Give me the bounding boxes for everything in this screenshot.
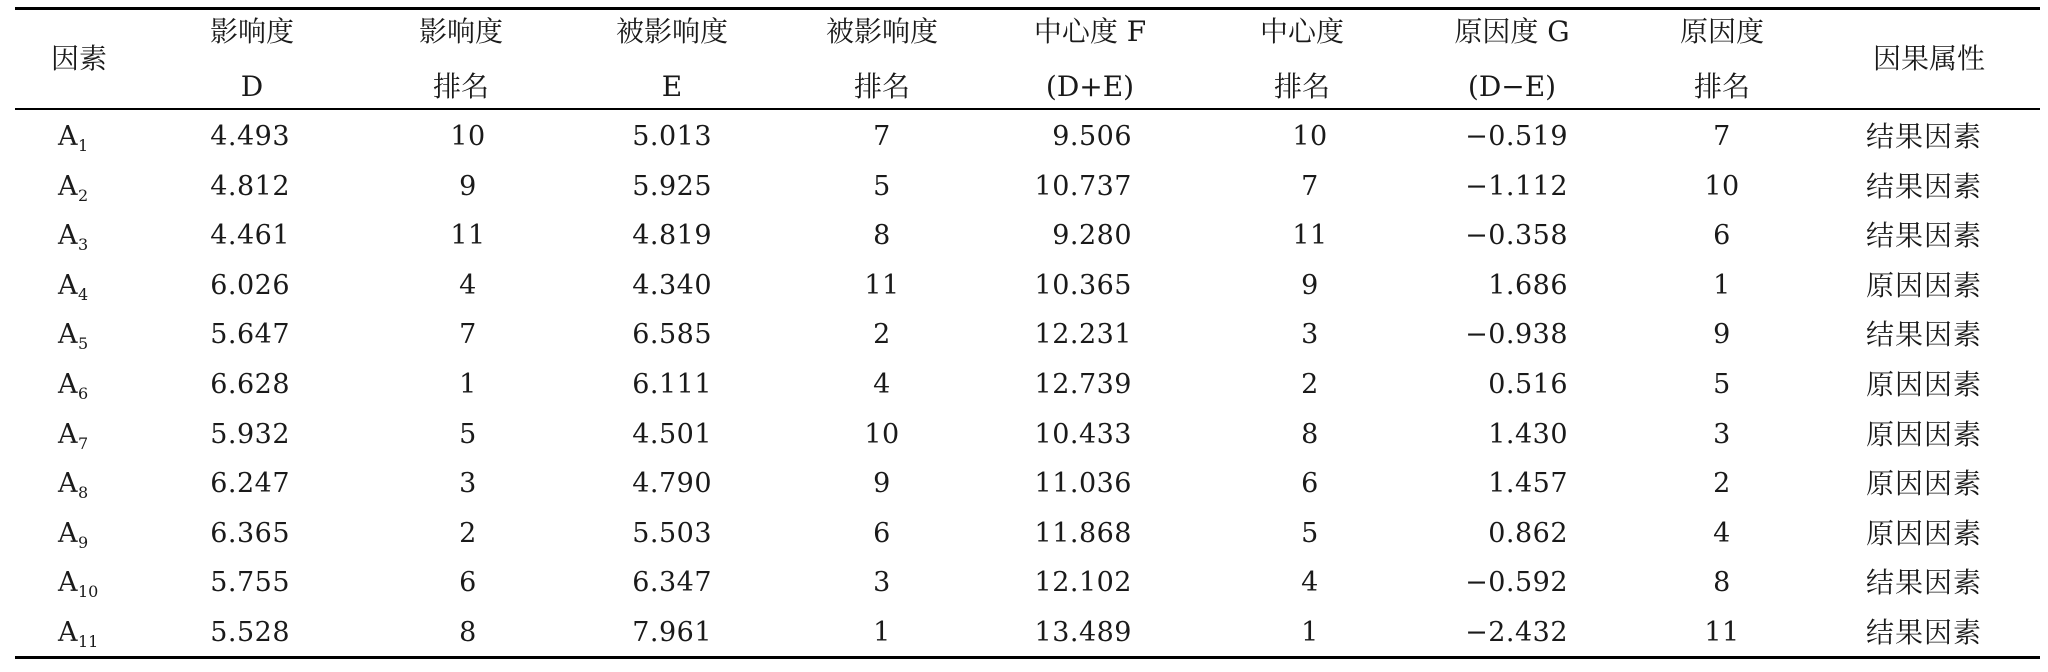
header-factor: 因素 <box>50 42 108 75</box>
cell-causality: −0.592 <box>1465 567 1568 599</box>
factor-letter: A <box>58 517 78 549</box>
cell-influenced-degree: 6.111 <box>632 369 712 400</box>
cell-influenced-degree: 4.790 <box>632 468 712 500</box>
cell-causal-attribute: 结果因素 <box>1866 318 1983 352</box>
cell-factor <box>58 320 88 359</box>
cell-centrality: 9.280 <box>1052 220 1132 252</box>
cell-factor <box>58 420 88 459</box>
cell-causal-attribute: 原因因素 <box>1866 268 1983 302</box>
table-row <box>0 558 2048 608</box>
cell-causal-attribute: 结果因素 <box>1866 616 1983 649</box>
header-centrality-rank: 中心度 <box>1259 15 1345 48</box>
factor-letter: A <box>58 567 78 599</box>
factor-letter: A <box>58 170 78 202</box>
cell-influenced-rank: 9 <box>873 468 891 500</box>
table-row <box>0 509 2048 559</box>
factor-subscript: 4 <box>78 284 89 304</box>
cell-influence-rank: 3 <box>459 468 477 500</box>
cell-influenced-rank: 10 <box>864 418 900 450</box>
cell-causality-rank: 8 <box>1713 567 1731 599</box>
table-row <box>0 310 2048 360</box>
header-influence-rank-sub: 排名 <box>432 70 490 103</box>
cell-centrality: 12.231 <box>1034 319 1132 351</box>
factor-letter: A <box>58 617 78 648</box>
cell-factor <box>58 172 88 211</box>
header-centrality: 中心度 F <box>1033 15 1147 48</box>
cell-centrality-rank: 1 <box>1301 617 1319 648</box>
cell-centrality: 11.868 <box>1034 517 1132 549</box>
cell-causality-rank: 2 <box>1713 468 1731 500</box>
cell-influence-rank: 5 <box>459 418 477 450</box>
cell-influenced-degree: 6.585 <box>632 319 712 351</box>
factor-subscript: 6 <box>78 384 89 403</box>
header-influenced-degree: 被影响度 <box>615 15 729 48</box>
factor-subscript: 7 <box>78 433 89 453</box>
factor-subscript: 9 <box>78 532 89 552</box>
cell-causality: −0.938 <box>1465 319 1568 351</box>
cell-centrality: 10.365 <box>1034 269 1132 301</box>
cell-influence-degree: 4.461 <box>210 220 290 252</box>
cell-influenced-degree: 4.819 <box>632 220 712 252</box>
cell-influence-degree: 5.528 <box>210 617 290 648</box>
table-row <box>0 410 2048 460</box>
cell-centrality: 10.737 <box>1034 170 1132 202</box>
cell-causality: 1.457 <box>1488 468 1568 500</box>
factor-subscript: 11 <box>78 632 99 651</box>
cell-centrality-rank: 10 <box>1292 121 1328 152</box>
factor-subscript: 5 <box>78 334 89 354</box>
cell-influenced-degree: 5.503 <box>632 517 712 549</box>
cell-centrality-rank: 8 <box>1301 418 1319 450</box>
header-causality-rank-sub: 排名 <box>1693 70 1751 103</box>
header-centrality-rank-sub: 排名 <box>1273 70 1331 103</box>
cell-factor <box>58 618 98 657</box>
cell-causal-attribute: 原因因素 <box>1866 368 1983 401</box>
cell-causal-attribute: 结果因素 <box>1866 566 1983 600</box>
cell-centrality: 13.489 <box>1034 617 1132 648</box>
cell-influence-degree: 5.647 <box>210 319 290 351</box>
cell-influence-degree: 5.932 <box>210 418 290 450</box>
cell-causality: 1.430 <box>1488 418 1568 450</box>
header-centrality-formula: (D+E) <box>1045 70 1135 103</box>
cell-influence-degree: 6.026 <box>210 269 290 301</box>
cell-influence-rank: 6 <box>459 567 477 599</box>
factor-subscript: 1 <box>78 136 89 155</box>
cell-centrality-rank: 7 <box>1301 170 1319 202</box>
factor-letter: A <box>58 121 78 152</box>
cell-influenced-rank: 8 <box>873 220 891 252</box>
cell-influence-degree: 6.628 <box>210 369 290 400</box>
cell-influenced-degree: 4.501 <box>632 418 712 450</box>
cell-causality: 1.686 <box>1488 269 1568 301</box>
cell-causal-attribute: 原因因素 <box>1866 467 1983 501</box>
cell-factor <box>58 370 88 409</box>
cell-influenced-rank: 11 <box>864 269 900 301</box>
table-row <box>0 211 2048 261</box>
cell-centrality: 9.506 <box>1052 121 1132 152</box>
cell-causality-rank: 9 <box>1713 319 1731 351</box>
cell-causality-rank: 7 <box>1713 121 1731 152</box>
cell-causality: −2.432 <box>1465 617 1568 648</box>
cell-causality-rank: 4 <box>1713 517 1731 549</box>
cell-influenced-rank: 3 <box>873 567 891 599</box>
cell-causality: −0.519 <box>1465 121 1568 152</box>
cell-influence-rank: 8 <box>459 617 477 648</box>
table-row <box>0 459 2048 509</box>
cell-influence-degree: 6.247 <box>210 468 290 500</box>
cell-factor <box>58 519 88 558</box>
cell-centrality-rank: 4 <box>1301 567 1319 599</box>
cell-influence-degree: 6.365 <box>210 517 290 549</box>
cell-centrality-rank: 2 <box>1301 369 1319 400</box>
cell-causal-attribute: 结果因素 <box>1866 219 1983 253</box>
cell-influenced-degree: 5.013 <box>632 121 712 152</box>
cell-centrality-rank: 5 <box>1301 517 1319 549</box>
cell-causal-attribute: 原因因素 <box>1866 417 1983 451</box>
cell-causality-rank: 10 <box>1704 170 1740 202</box>
cell-influenced-rank: 7 <box>873 121 891 152</box>
cell-causality: 0.516 <box>1488 369 1568 400</box>
cell-influence-degree: 4.493 <box>210 121 290 152</box>
cell-influence-rank: 4 <box>459 269 477 301</box>
header-influenced-rank-sub: 排名 <box>853 70 911 103</box>
table-row <box>0 112 2048 162</box>
factor-letter: A <box>58 468 78 500</box>
factor-letter: A <box>58 369 78 400</box>
cell-factor <box>58 221 88 260</box>
cell-factor <box>58 271 88 310</box>
cell-influenced-rank: 5 <box>873 170 891 202</box>
cell-influence-rank: 1 <box>459 369 477 400</box>
cell-causality-rank: 11 <box>1704 617 1740 648</box>
cell-causal-attribute: 结果因素 <box>1866 120 1983 153</box>
cell-influence-rank: 11 <box>450 220 486 252</box>
factor-letter: A <box>58 319 78 351</box>
header-influence-degree: 影响度 <box>209 15 295 48</box>
table-header-rule <box>15 108 2040 110</box>
header-influence-degree-symbol: D <box>240 70 264 103</box>
header-causality-rank: 原因度 <box>1679 15 1765 48</box>
header-influence-rank: 影响度 <box>418 15 504 48</box>
cell-causal-attribute: 结果因素 <box>1866 169 1983 203</box>
cell-centrality-rank: 6 <box>1301 468 1319 500</box>
cell-influenced-rank: 4 <box>873 369 891 400</box>
table-row <box>0 608 2048 658</box>
factor-subscript: 8 <box>78 483 89 503</box>
cell-influenced-rank: 1 <box>873 617 891 648</box>
cell-causality: 0.862 <box>1488 517 1568 549</box>
cell-centrality-rank: 9 <box>1301 269 1319 301</box>
cell-influence-rank: 2 <box>459 517 477 549</box>
cell-influence-degree: 4.812 <box>210 170 290 202</box>
factor-subscript: 3 <box>78 235 89 255</box>
header-influenced-degree-symbol: E <box>661 70 683 103</box>
cell-centrality: 12.102 <box>1034 567 1132 599</box>
cell-causality-rank: 3 <box>1713 418 1731 450</box>
cell-causal-attribute: 原因因素 <box>1866 516 1983 550</box>
cell-causality: −1.112 <box>1465 170 1568 202</box>
cell-factor <box>58 568 98 607</box>
cell-factor <box>58 469 88 508</box>
cell-influenced-degree: 7.961 <box>632 617 712 648</box>
cell-influence-rank: 10 <box>450 121 486 152</box>
header-causal-attribute: 因果属性 <box>1872 42 1986 75</box>
factor-letter: A <box>58 418 78 450</box>
header-influenced-rank: 被影响度 <box>825 15 939 48</box>
cell-influenced-rank: 2 <box>873 319 891 351</box>
table-row <box>0 360 2048 410</box>
cell-factor <box>58 122 88 161</box>
cell-causality: −0.358 <box>1465 220 1568 252</box>
cell-influenced-degree: 5.925 <box>632 170 712 202</box>
cell-influenced-degree: 4.340 <box>632 269 712 301</box>
header-causality: 原因度 G <box>1454 15 1570 48</box>
table-top-rule <box>15 7 2040 10</box>
cell-centrality: 11.036 <box>1034 468 1132 500</box>
factor-letter: A <box>58 269 78 301</box>
table-row <box>0 261 2048 311</box>
cell-causality-rank: 5 <box>1713 369 1731 400</box>
cell-influence-rank: 9 <box>459 170 477 202</box>
cell-causality-rank: 6 <box>1713 220 1731 252</box>
cell-influence-rank: 7 <box>459 319 477 351</box>
cell-centrality-rank: 11 <box>1292 220 1328 252</box>
cell-centrality: 12.739 <box>1034 369 1132 400</box>
cell-centrality: 10.433 <box>1034 418 1132 450</box>
factor-subscript: 2 <box>78 185 89 205</box>
header-causality-formula: (D−E) <box>1467 70 1557 103</box>
factor-letter: A <box>58 220 78 252</box>
cell-influenced-rank: 6 <box>873 517 891 549</box>
cell-centrality-rank: 3 <box>1301 319 1319 351</box>
cell-influenced-degree: 6.347 <box>632 567 712 599</box>
cell-influence-degree: 5.755 <box>210 567 290 599</box>
cell-causality-rank: 1 <box>1713 269 1731 301</box>
table-row <box>0 162 2048 212</box>
factor-subscript: 10 <box>78 582 99 602</box>
